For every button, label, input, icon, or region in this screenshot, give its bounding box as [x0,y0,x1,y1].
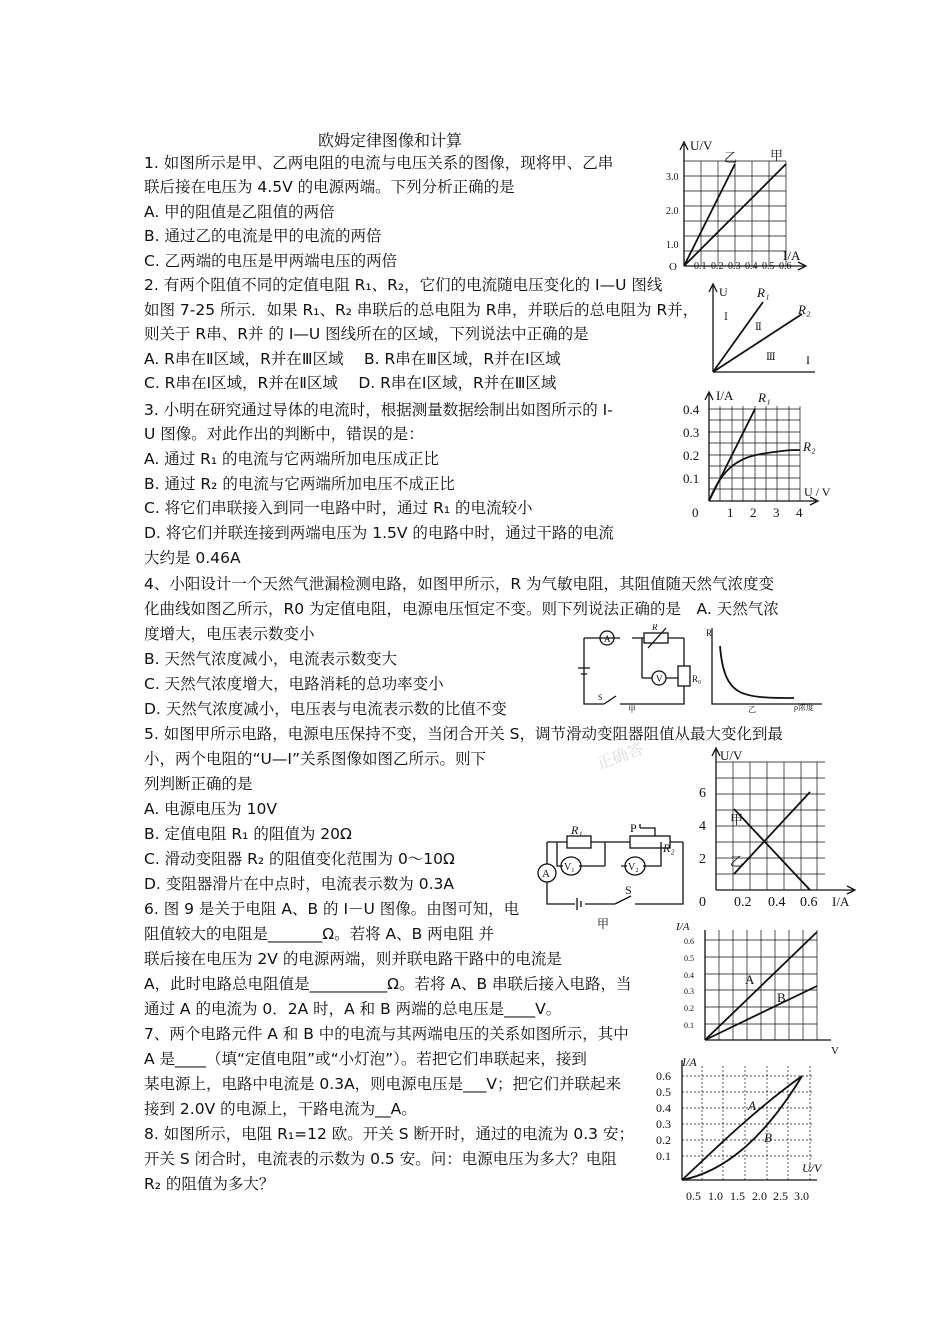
series-label-yi: 乙 [730,854,744,869]
text-line: 某电源上，电路中电流是 0.3A，则电源电压是___V；把它们并联起来 [144,1075,622,1093]
series-label-jia: 甲 [730,812,744,827]
switch-label: S [598,693,603,702]
y-tick: 0.2 [684,1004,694,1013]
x-tick: 1 [727,505,734,520]
x-tick: 0.2 [734,895,752,910]
x-axis [716,886,855,894]
text-line: R₂ 的阻值为多大？ [144,1175,275,1193]
text-line: A. 通过 R₁ 的电流与它两端所加电压成正比 [144,450,440,468]
y-tick: 0.1 [684,1021,694,1030]
x-tick: 0 [692,505,699,520]
y-axis-label: U/V [720,748,743,763]
text-line: B. 天然气浓度减小，电流表示数变大 [144,650,397,668]
page-title: 欧姆定律图像和计算 [318,131,463,150]
region-1: Ⅰ [724,312,728,323]
graph-x-label: ρ浓度 [794,703,814,712]
x-tick: 3.0 [794,1189,809,1203]
text-line: 小，两个电阻的“U—I”关系图像如图乙所示。则下 [144,750,486,768]
series-label-yi: 乙 [724,150,738,165]
x-axis-label: I/A [783,248,801,263]
y-tick: 4 [699,819,706,834]
y-tick: 0.6 [684,937,694,946]
text-line: D. 天然气浓度减小，电压表与电流表示数的比值不变 [144,700,507,718]
text-line: 2. 有两个阻值不同的定值电阻 R₁、R₂，它们的电流随电压变化的 I—U 图线 [144,276,663,294]
label-a: A [745,972,755,987]
y-tick: 0.5 [684,954,694,963]
x-axis-label: U / V [804,485,831,499]
y-tick: 0.3 [656,1117,671,1131]
fixed-resistor [678,666,690,686]
text-line: 度增大，电压表示数变小 [144,625,315,643]
label-b: B [777,990,786,1005]
figure-3-iu-graph [676,386,836,521]
text-line: U 图像。对此作出的判断中，错误的是： [144,425,424,443]
figure-6-iu-graph [675,918,845,1058]
x-tick: 0.6 [779,261,792,271]
x-axis-label: U/V [802,1161,822,1175]
x-tick: 0.4 [768,895,786,910]
y-tick: 0.5 [656,1085,671,1099]
x-tick: 0.2 [711,261,724,271]
text-line: C. 滑动变阻器 R₂ 的阻值变化范围为 0～10Ω [144,850,455,868]
label-r2: R₂ [803,439,816,454]
r0-label: R₀ [692,674,702,684]
label-v1: V₁ [564,862,575,873]
y-axis-label: I/A [716,388,734,403]
line-yi [734,809,810,890]
label-r1: R₁ [757,285,770,300]
text-line: D. 变阻器滑片在中点时，电流表示数为 0.3A [144,875,454,893]
graph-y-label: R [706,628,713,638]
y-axis [712,748,720,890]
figure-4-circuit [572,624,842,714]
text-line: 通过 A 的电流为 0．2A 时，A 和 B 两端的总电压是____V。 [144,1000,562,1018]
y-tick: 0.4 [683,402,700,417]
text-line: 4、小阳设计一个天然气泄漏检测电路，如图甲所示，R 为气敏电阻，其阻值随天然气浓度变 [144,575,775,593]
text-line: 3. 小明在研究通过导体的电流时，根据测量数据绘制出如图所示的 I- [144,401,613,419]
x-tick: 3 [773,505,780,520]
caption-jia: 甲 [628,705,636,714]
text-line: A 是____（填“定值电阻”或“小灯泡”）。若把它们串联起来，接到 [144,1050,587,1068]
y-axis [680,142,688,266]
x-tick: 2 [750,505,757,520]
label-a: A [542,868,550,880]
origin-label: O [669,261,677,271]
line-jia [734,792,810,874]
text-line: B. 通过乙的电流是甲的电流的两倍 [144,227,382,245]
x-tick: 1.0 [708,1189,723,1203]
text-line: 则关于 R串、R并 的 I—U 图线所在的区域，下列说法中正确的是 [144,325,589,343]
figure-7-iu-graph [652,1052,832,1212]
x-tick: 0.6 [800,895,818,910]
label-b: B [764,1130,772,1145]
text-line: D. 将它们并联连接到两端电压为 1.5V 的电路中时，通过干路的电流 [144,524,614,542]
text-line: B. 定值电阻 R₁ 的阻值为 20Ω [144,825,352,843]
label-r1: R₁ [571,823,583,837]
curve-a [682,1076,802,1180]
x-tick: 0 [699,895,706,910]
text-line: 联后接在电压为 4.5V 的电源两端。下列分析正确的是 [144,178,515,196]
x-tick: 2.5 [773,1189,788,1203]
region-2: Ⅱ [755,322,762,333]
label-v2: V₂ [628,862,639,873]
y-tick: 2 [699,852,706,867]
text-line: 8. 如图所示，电阻 R₁=12 欧。开关 S 断开时，通过的电流为 0.3 安； [144,1125,634,1143]
y-tick: 3.0 [666,172,679,183]
voltmeter-label: V [656,674,663,684]
label-r2: R₂ [663,841,675,855]
curve-b [682,1076,802,1180]
caption-yi: 乙 [748,705,756,714]
x-tick: 0.4 [745,261,758,271]
y-axis [705,392,713,501]
text-line: A. 电源电压为 10V [144,800,277,818]
label-r2: R₂ [798,302,811,317]
x-tick: 0.5 [762,261,775,271]
text-line: 开关 S 闭合时，电流表的示数为 0.5 安。问：电源电压为多大？电阻 [144,1150,617,1168]
text-line: B. 通过 R₂ 的电流与它两端所加电压不成正比 [144,475,455,493]
x-axis-label: I [806,353,810,367]
y-tick: 0.4 [656,1101,671,1115]
text-line: 阻值较大的电阻是_______Ω。若将 A、B 两电阻 并 [144,925,495,943]
x-tick: 4 [796,505,803,520]
text-line: A. R串在Ⅱ区域，R并在Ⅲ区域 B. R串在Ⅲ区域，R并在Ⅰ区域 [144,350,561,368]
y-axis [709,284,717,372]
gas-resistor [644,633,668,643]
y-tick: 0.1 [656,1149,671,1163]
text-line: 大约是 0.46A [144,549,241,567]
text-line: C. 天然气浓度增大，电路消耗的总功率变小 [144,675,444,693]
line-r1 [713,302,763,372]
y-tick: 0.4 [684,971,694,980]
caption: 甲 [597,917,610,931]
ammeter-label: A [604,634,611,644]
label-a: A [748,1098,756,1113]
label-s: S [625,883,632,897]
grid [709,406,800,501]
text-line: 列判断正确的是 [144,775,253,793]
x-tick: 1.5 [730,1189,745,1203]
text-line: 5. 如图甲所示电路，电源电压保持不变，当闭合开关 S，调节滑动变阻器阻值从最大变化到最 [144,725,783,743]
y-tick: 1.0 [666,240,679,251]
label-p: P [630,822,637,835]
figure-5-circuit [535,822,695,932]
text-line: 接到 2.0V 的电源上，干路电流为__A。 [144,1100,417,1118]
r-curve [720,646,794,698]
figure-2-regions [700,280,830,380]
figure-1-ui-graph [664,136,814,271]
text-line: A. 甲的阻值是乙阻值的两倍 [144,203,335,221]
x-tick: 0.5 [686,1189,701,1203]
switch-icon [615,896,631,904]
resistor-label: R [652,624,658,632]
text-line: 化曲线如图乙所示，R0 为定值电阻，电源电压恒定不变。则下列说法正确的是 A. 天然气浓 [144,600,779,618]
y-axis-label: U/V [690,138,713,153]
y-tick: 0.2 [656,1133,671,1147]
text-line: C. 乙两端的电压是甲两端电压的两倍 [144,252,398,270]
text-line: A，此时电路总电阻值是__________Ω。若将 A、B 串联后接入电路，当 [144,975,632,993]
label-r1: R₁ [758,390,771,405]
y-tick: 2.0 [666,206,679,217]
x-tick: 0.1 [694,261,707,271]
resistor-r1 [567,836,591,848]
figure-5-ui-graph [688,742,858,912]
y-tick: 0.3 [684,987,694,996]
curve-r2 [709,450,800,501]
text-line: C. 将它们串联接入到同一电路中时，通过 R₁ 的电流较小 [144,499,533,517]
y-tick: 0.1 [683,471,700,486]
text-line: 1. 如图所示是甲、乙两电阻的电流与电压关系的图像，现将甲、乙串 [144,154,614,172]
y-axis-label: I/A [676,921,690,933]
y-tick: 0.6 [656,1069,671,1083]
y-tick: 0.2 [683,448,700,463]
y-tick: 6 [699,786,706,801]
x-axis-label: V [831,1045,839,1057]
watermark: 正确答 [594,738,646,774]
text-line: 6. 图 9 是关于电阻 A、B 的 I－U 图像。由图可知，电 [144,900,520,918]
x-tick: 2.0 [752,1189,767,1203]
text-line: 如图 7-25 所示．如果 R₁、R₂ 串联后的总电阻为 R串，并联后的总电阻为 R并， [144,301,699,319]
text-line: 7、两个电路元件 A 和 B 中的电流与其两端电压的关系如图所示，其中 [144,1025,629,1043]
x-axis-label: I/A [832,894,850,909]
text-line: C. R串在Ⅰ区域，R并在Ⅱ区域 D. R串在Ⅰ区域，R并在Ⅲ区域 [144,374,557,392]
x-tick: 0.3 [728,261,741,271]
y-axis-label: I/A [682,1055,697,1069]
text-line: 联后接在电压为 2V 的电源两端，则并联电路干路中的电流是 [144,950,562,968]
series-label-jia: 甲 [770,148,784,163]
switch-icon [604,696,616,704]
y-axis-label: U [719,285,728,299]
region-3: Ⅲ [766,352,776,363]
y-tick: 0.3 [683,425,700,440]
x-axis [709,497,818,505]
